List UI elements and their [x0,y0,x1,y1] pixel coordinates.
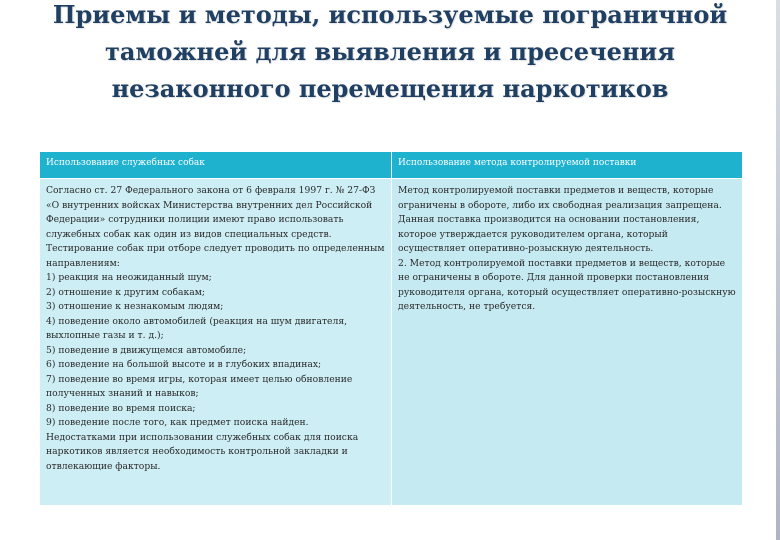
list-item: 2) отношение к другим собакам; [46,286,205,298]
content-table [39,151,743,506]
header-service-dogs: Использование служебных собак [40,152,392,179]
paragraph: Тестирование собак при отборе следует проводить по определенным направлениям: [46,243,385,269]
table-header-row [40,152,743,179]
title-line: незаконного перемещения наркотиков [111,74,669,103]
title-line: Приемы и методы, используемые пограничной [52,0,728,29]
paragraph: Метод контролируемой поставки предметов и веществ, которые ограничены в обороте, либо их свободная реализация запрещена. Данная поставка производится на основании постановления, которое утверждается руководителем органа, который осуществляет оперативно-розыскную деятельность. [398,185,722,254]
title-line: таможней для выявления и пресечения [105,37,675,66]
list-item: 3) отношение к незнакомым людям; [46,301,224,312]
list-item: 8) поведение во время поиска; [46,402,196,414]
service-dogs-cell [40,179,392,506]
list-item: 1) реакция на неожиданный шум; [46,272,212,283]
slide-title [20,0,760,107]
paragraph: 2. Метод контролируемой поставки предметов и веществ, которые не ограничены в обороте. Для данной проверки постановления руководителя органа, который осуществляет оперативно-розыскную деятельность, не требуется. [398,257,736,312]
list-item: 6) поведение на большой высоте и в глубоких впадинах; [46,359,322,370]
list-item: 5) поведение в движущемся автомобиле; [46,344,247,356]
list-item: 4) поведение около автомобилей (реакция на шум двигателя, выхлопные газы и т. д.); [46,315,348,341]
table-body-row [40,179,743,506]
list-item: 7) поведение во время игры, которая имеет целью обновление полученных знаний и навыков; [46,373,353,399]
paragraph: Недостатками при использовании служебных собак для поиска наркотиков является необходимость контрольной закладки и отвлекающие факторы. [46,431,359,472]
paragraph: Согласно ст. 27 Федерального закона от 6 февраля 1997 г. № 27-ФЗ «О внутренних войсках Министерства внутренних дел Российской Федерации» сотрудники полиции имеют право использовать служебных собак как один из видов специальных средств. [46,185,376,240]
controlled-delivery-cell [392,179,743,506]
list-item: 9) поведение после того, как предмет поиска найден. [46,417,309,428]
slide-right-border [776,0,780,540]
header-controlled-delivery: Использование метода контролируемой поставки [392,152,743,179]
